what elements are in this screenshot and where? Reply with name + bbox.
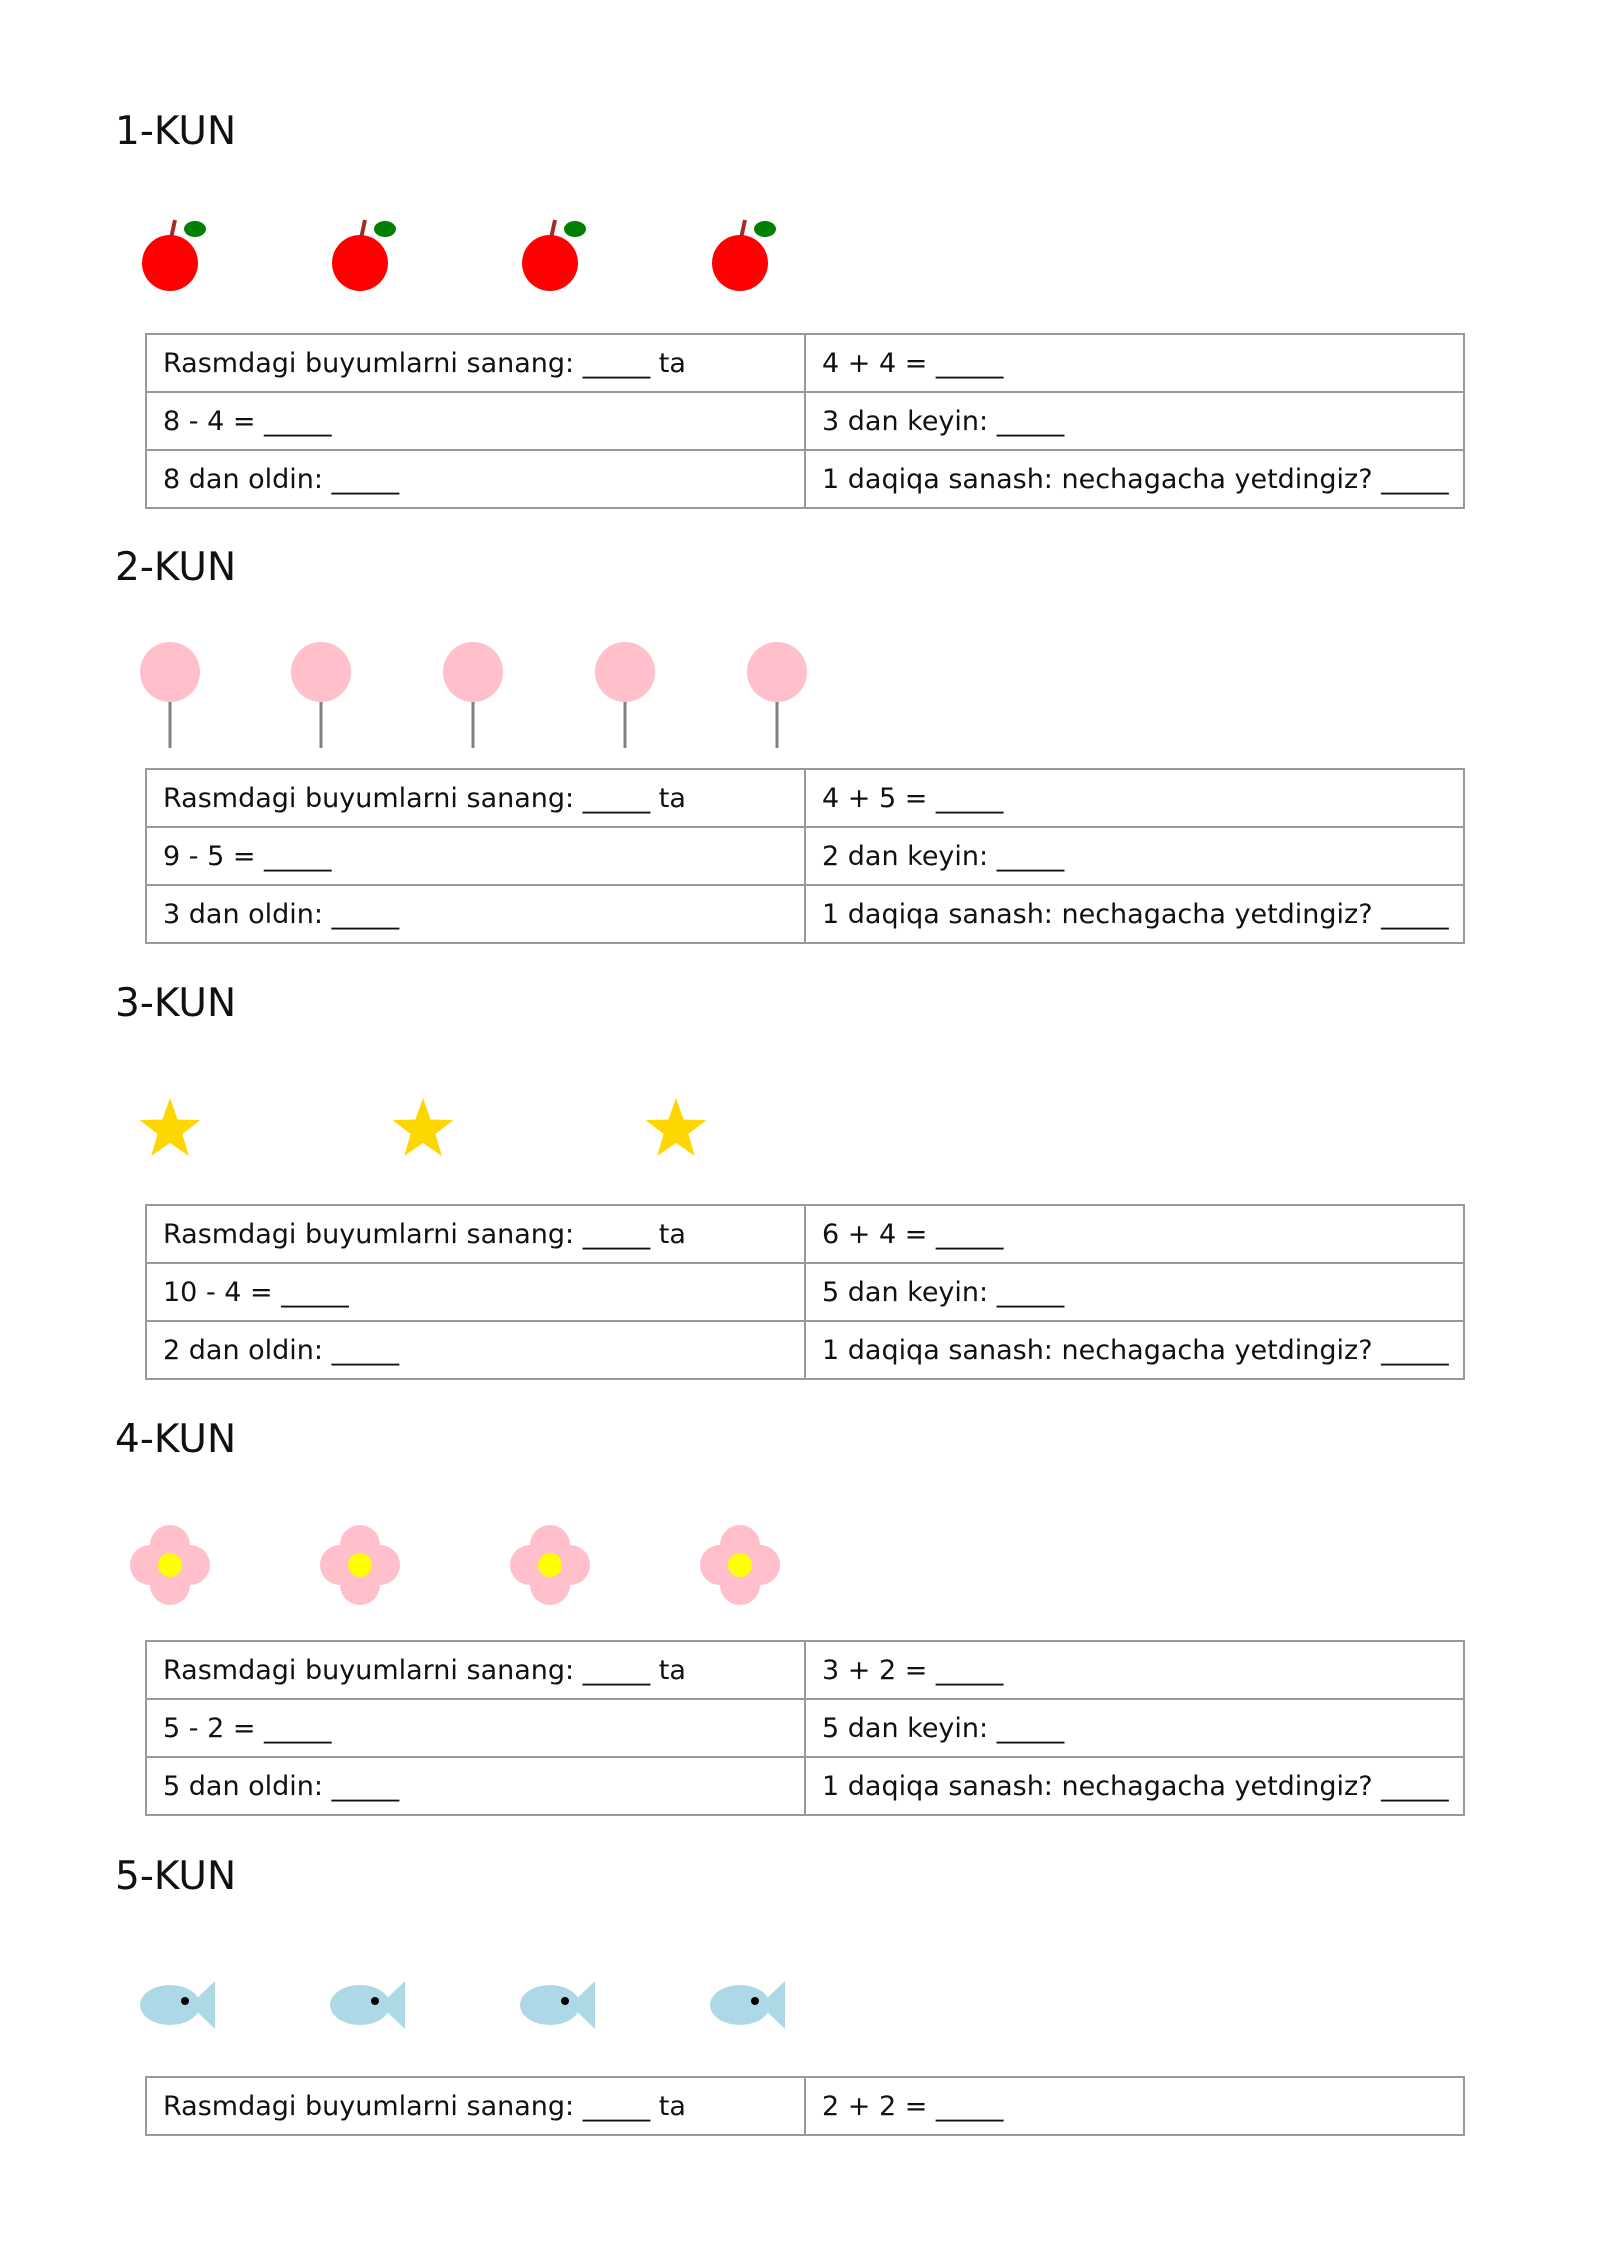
- task-cell[interactable]: 2 dan keyin: _____: [805, 827, 1464, 885]
- task-cell[interactable]: 1 daqiqa sanash: nechagacha yetdingiz? _____: [805, 885, 1464, 943]
- picture-row: [0, 200, 1600, 310]
- fish-icon: [490, 1950, 610, 2060]
- picture-row: [0, 1075, 1600, 1185]
- task-cell[interactable]: 10 - 4 = _____: [146, 1263, 805, 1321]
- star-icon: [616, 1075, 736, 1185]
- table-row: [146, 1641, 1464, 1699]
- task-cell[interactable]: 2 dan oldin: _____: [146, 1321, 805, 1379]
- task-cell[interactable]: 1 daqiqa sanash: nechagacha yetdingiz? _____: [805, 1321, 1464, 1379]
- task-cell[interactable]: 1 daqiqa sanash: nechagacha yetdingiz? _____: [805, 1757, 1464, 1815]
- task-cell[interactable]: 4 + 4 = _____: [805, 334, 1464, 392]
- table-row: [146, 2077, 1464, 2135]
- flower-icon: [680, 1510, 800, 1620]
- day-title: 4-KUN: [115, 1417, 237, 1462]
- apple-icon: [680, 200, 800, 310]
- table-row: [146, 450, 1464, 508]
- task-table: [145, 2076, 1465, 2136]
- task-cell[interactable]: 5 dan keyin: _____: [805, 1699, 1464, 1757]
- table-row: [146, 769, 1464, 827]
- task-cell[interactable]: 8 - 4 = _____: [146, 392, 805, 450]
- task-cell[interactable]: 4 + 5 = _____: [805, 769, 1464, 827]
- table-row: [146, 1321, 1464, 1379]
- day-title: 5-KUN: [115, 1854, 237, 1899]
- task-cell[interactable]: 6 + 4 = _____: [805, 1205, 1464, 1263]
- task-cell[interactable]: 3 dan oldin: _____: [146, 885, 805, 943]
- table-row: [146, 1205, 1464, 1263]
- day-title: 1-KUN: [115, 109, 237, 154]
- balloon-icon: [413, 640, 533, 750]
- balloon-icon: [110, 640, 230, 750]
- balloon-icon: [717, 640, 837, 750]
- flower-icon: [110, 1510, 230, 1620]
- table-row: [146, 827, 1464, 885]
- apple-icon: [110, 200, 230, 310]
- task-table: [145, 768, 1465, 944]
- task-cell[interactable]: 5 - 2 = _____: [146, 1699, 805, 1757]
- day-title: 2-KUN: [115, 545, 237, 590]
- fish-icon: [680, 1950, 800, 2060]
- table-row: [146, 885, 1464, 943]
- task-cell[interactable]: Rasmdagi buyumlarni sanang: _____ ta: [146, 769, 805, 827]
- fish-icon: [110, 1950, 230, 2060]
- picture-row: [0, 1950, 1600, 2060]
- flower-icon: [300, 1510, 420, 1620]
- task-cell[interactable]: 9 - 5 = _____: [146, 827, 805, 885]
- task-cell[interactable]: 2 + 2 = _____: [805, 2077, 1464, 2135]
- table-row: [146, 392, 1464, 450]
- task-cell[interactable]: 3 + 2 = _____: [805, 1641, 1464, 1699]
- task-cell[interactable]: Rasmdagi buyumlarni sanang: _____ ta: [146, 1205, 805, 1263]
- balloon-icon: [565, 640, 685, 750]
- table-row: [146, 334, 1464, 392]
- star-icon: [110, 1075, 230, 1185]
- task-cell[interactable]: 5 dan oldin: _____: [146, 1757, 805, 1815]
- balloon-icon: [261, 640, 381, 750]
- task-cell[interactable]: Rasmdagi buyumlarni sanang: _____ ta: [146, 334, 805, 392]
- fish-icon: [300, 1950, 420, 2060]
- picture-row: [0, 640, 1600, 750]
- task-cell[interactable]: Rasmdagi buyumlarni sanang: _____ ta: [146, 2077, 805, 2135]
- task-table: [145, 1640, 1465, 1816]
- task-cell[interactable]: Rasmdagi buyumlarni sanang: _____ ta: [146, 1641, 805, 1699]
- table-row: [146, 1263, 1464, 1321]
- picture-row: [0, 1510, 1600, 1620]
- apple-icon: [490, 200, 610, 310]
- table-row: [146, 1757, 1464, 1815]
- task-cell[interactable]: 1 daqiqa sanash: nechagacha yetdingiz? _____: [805, 450, 1464, 508]
- task-cell[interactable]: 5 dan keyin: _____: [805, 1263, 1464, 1321]
- day-title: 3-KUN: [115, 981, 237, 1026]
- task-cell[interactable]: 3 dan keyin: _____: [805, 392, 1464, 450]
- task-table: [145, 333, 1465, 509]
- task-cell[interactable]: 8 dan oldin: _____: [146, 450, 805, 508]
- flower-icon: [490, 1510, 610, 1620]
- star-icon: [363, 1075, 483, 1185]
- task-table: [145, 1204, 1465, 1380]
- apple-icon: [300, 200, 420, 310]
- table-row: [146, 1699, 1464, 1757]
